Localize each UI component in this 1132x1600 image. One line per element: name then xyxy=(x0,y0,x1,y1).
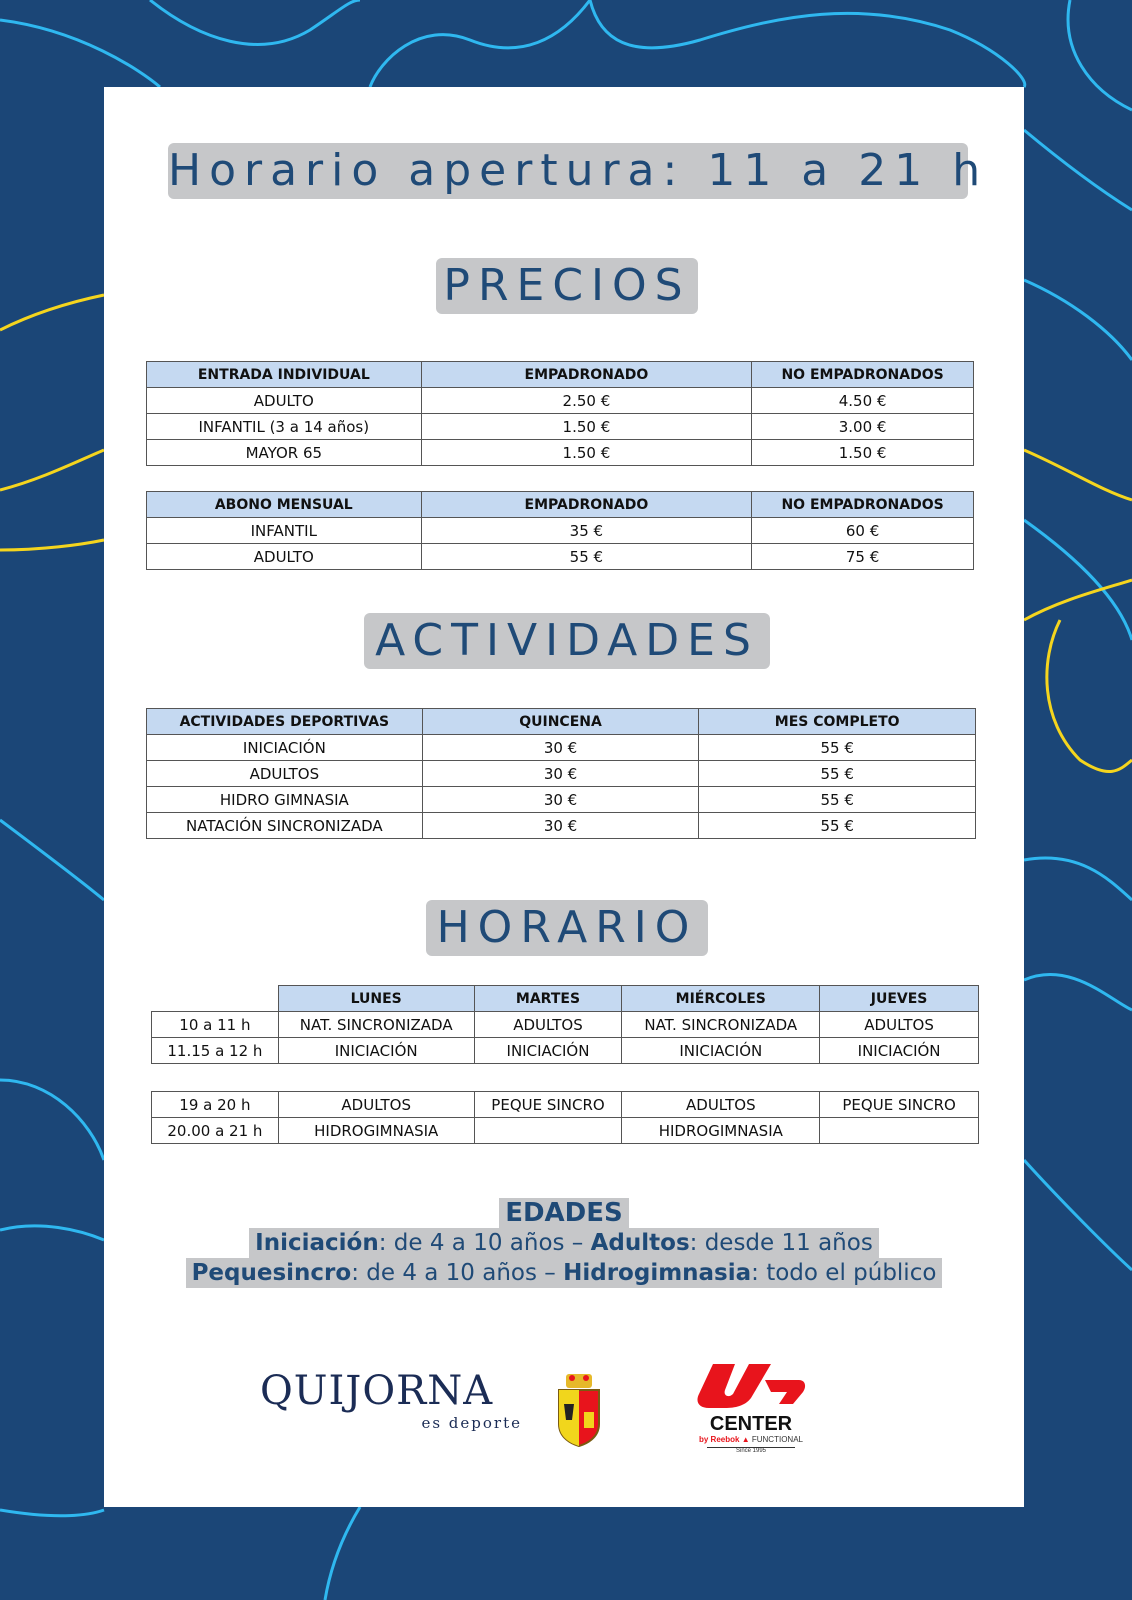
quijorna-logo xyxy=(260,1368,530,1458)
reebok-delta-icon: ▲ xyxy=(741,1435,750,1444)
table-cell: 1.50 € xyxy=(752,440,974,466)
actividades-table xyxy=(146,708,976,839)
upcenter-by: by Reebok xyxy=(699,1435,740,1444)
day-header: MARTES xyxy=(474,986,622,1012)
table-cell: 55 € xyxy=(699,813,976,839)
table-row xyxy=(147,414,974,440)
table-cell: ADULTOS xyxy=(820,1012,979,1038)
table-row xyxy=(147,735,976,761)
actividades-heading: ACTIVIDADES xyxy=(364,613,770,669)
table-row xyxy=(152,1012,979,1038)
quijorna-name: QUIJORNA xyxy=(260,1368,494,1414)
table-cell: 30 € xyxy=(422,761,699,787)
table-cell: ADULTOS xyxy=(622,1092,820,1118)
table-header-cell: ENTRADA INDIVIDUAL xyxy=(147,362,422,388)
entrada-individual-table xyxy=(146,361,974,466)
table-cell: 1.50 € xyxy=(421,440,752,466)
time-cell: 11.15 a 12 h xyxy=(152,1038,279,1064)
table-cell: 4.50 € xyxy=(752,388,974,414)
table-header-cell: ACTIVIDADES DEPORTIVAS xyxy=(147,709,423,735)
upcenter-since: Since 1995 xyxy=(707,1447,795,1454)
upcenter-logo xyxy=(695,1360,807,1460)
table-cell: 3.00 € xyxy=(752,414,974,440)
time-cell: 19 a 20 h xyxy=(152,1092,279,1118)
table-cell: INICIACIÓN xyxy=(474,1038,622,1064)
edades-text: : todo el público xyxy=(751,1260,937,1286)
edades-text: : de 4 a 10 años – xyxy=(378,1230,591,1256)
table-cell xyxy=(820,1118,979,1144)
table-row xyxy=(147,544,974,570)
coat-of-arms-icon xyxy=(556,1372,602,1448)
table-cell: INFANTIL xyxy=(147,518,422,544)
table-cell: ADULTOS xyxy=(474,1012,622,1038)
table-header-cell: ABONO MENSUAL xyxy=(147,492,422,518)
day-header: LUNES xyxy=(278,986,474,1012)
abono-mensual-table xyxy=(146,491,974,570)
day-header: MIÉRCOLES xyxy=(622,986,820,1012)
table-cell: 75 € xyxy=(752,544,974,570)
edades-label: Pequesincro xyxy=(191,1260,352,1286)
table-row xyxy=(147,787,976,813)
table-cell: INICIACIÓN xyxy=(820,1038,979,1064)
table-cell: 30 € xyxy=(422,813,699,839)
table-header-row xyxy=(147,492,974,518)
table-header-row xyxy=(147,709,976,735)
table-cell: 60 € xyxy=(752,518,974,544)
upcenter-title: CENTER xyxy=(709,1413,793,1435)
table-cell: ADULTOS xyxy=(147,761,423,787)
edades-text: : de 4 a 10 años – xyxy=(351,1260,564,1286)
table-header-row xyxy=(152,986,979,1012)
table-header-cell: MES COMPLETO xyxy=(699,709,976,735)
table-cell: PEQUE SINCRO xyxy=(820,1092,979,1118)
edades-line-1 xyxy=(249,1228,879,1258)
edades-label: Hidrogimnasia xyxy=(563,1260,752,1286)
opening-hours-heading: Horario apertura: 11 a 21 h xyxy=(168,143,968,199)
upcenter-functional: FUNCTIONAL xyxy=(751,1435,803,1444)
time-cell: 20.00 a 21 h xyxy=(152,1118,279,1144)
table-header-row xyxy=(147,362,974,388)
table-cell: NAT. SINCRONIZADA xyxy=(278,1012,474,1038)
up-mark-icon xyxy=(695,1360,807,1408)
quijorna-subtitle: es deporte xyxy=(421,1414,522,1432)
table-cell: 55 € xyxy=(699,735,976,761)
table-cell: HIDRO GIMNASIA xyxy=(147,787,423,813)
table-cell: HIDROGIMNASIA xyxy=(278,1118,474,1144)
table-cell: 35 € xyxy=(421,518,752,544)
edades-line-2 xyxy=(186,1258,943,1288)
precios-heading: PRECIOS xyxy=(436,258,698,314)
edades-label: Iniciación xyxy=(255,1230,379,1256)
table-cell: INICIACIÓN xyxy=(622,1038,820,1064)
table-cell: INFANTIL (3 a 14 años) xyxy=(147,414,422,440)
table-cell xyxy=(474,1118,622,1144)
table-row xyxy=(152,1038,979,1064)
table-row xyxy=(147,761,976,787)
table-cell: 55 € xyxy=(699,787,976,813)
table-cell: 1.50 € xyxy=(421,414,752,440)
upcenter-byline xyxy=(695,1435,807,1444)
table-cell: INICIACIÓN xyxy=(278,1038,474,1064)
edades-section xyxy=(104,1198,1024,1288)
table-row xyxy=(147,813,976,839)
table-row xyxy=(147,388,974,414)
table-header-cell: EMPADRONADO xyxy=(421,362,752,388)
horario-heading: HORARIO xyxy=(426,900,708,956)
table-header-cell: NO EMPADRONADOS xyxy=(752,492,974,518)
table-header-cell: QUINCENA xyxy=(422,709,699,735)
table-cell: ADULTO xyxy=(147,544,422,570)
table-row xyxy=(152,1092,979,1118)
table-header-cell: NO EMPADRONADOS xyxy=(752,362,974,388)
horario-morning-table xyxy=(151,985,979,1064)
table-cell: HIDROGIMNASIA xyxy=(622,1118,820,1144)
table-row xyxy=(147,440,974,466)
table-cell: 30 € xyxy=(422,735,699,761)
table-cell: ADULTOS xyxy=(278,1092,474,1118)
table-cell: INICIACIÓN xyxy=(147,735,423,761)
table-cell: PEQUE SINCRO xyxy=(474,1092,622,1118)
table-cell: 30 € xyxy=(422,787,699,813)
edades-title: EDADES xyxy=(499,1198,629,1228)
table-cell: ADULTO xyxy=(147,388,422,414)
day-header: JUEVES xyxy=(820,986,979,1012)
edades-text: : desde 11 años xyxy=(689,1230,873,1256)
table-cell: 55 € xyxy=(421,544,752,570)
table-row xyxy=(152,1118,979,1144)
table-cell: 55 € xyxy=(699,761,976,787)
edades-label: Adultos xyxy=(590,1230,690,1256)
table-cell: NAT. SINCRONIZADA xyxy=(622,1012,820,1038)
table-cell: MAYOR 65 xyxy=(147,440,422,466)
horario-evening-table xyxy=(151,1091,979,1144)
table-row xyxy=(147,518,974,544)
table-header-cell: EMPADRONADO xyxy=(421,492,752,518)
time-cell: 10 a 11 h xyxy=(152,1012,279,1038)
table-cell: 2.50 € xyxy=(421,388,752,414)
table-cell: NATACIÓN SINCRONIZADA xyxy=(147,813,423,839)
blank-cell xyxy=(152,986,279,1012)
